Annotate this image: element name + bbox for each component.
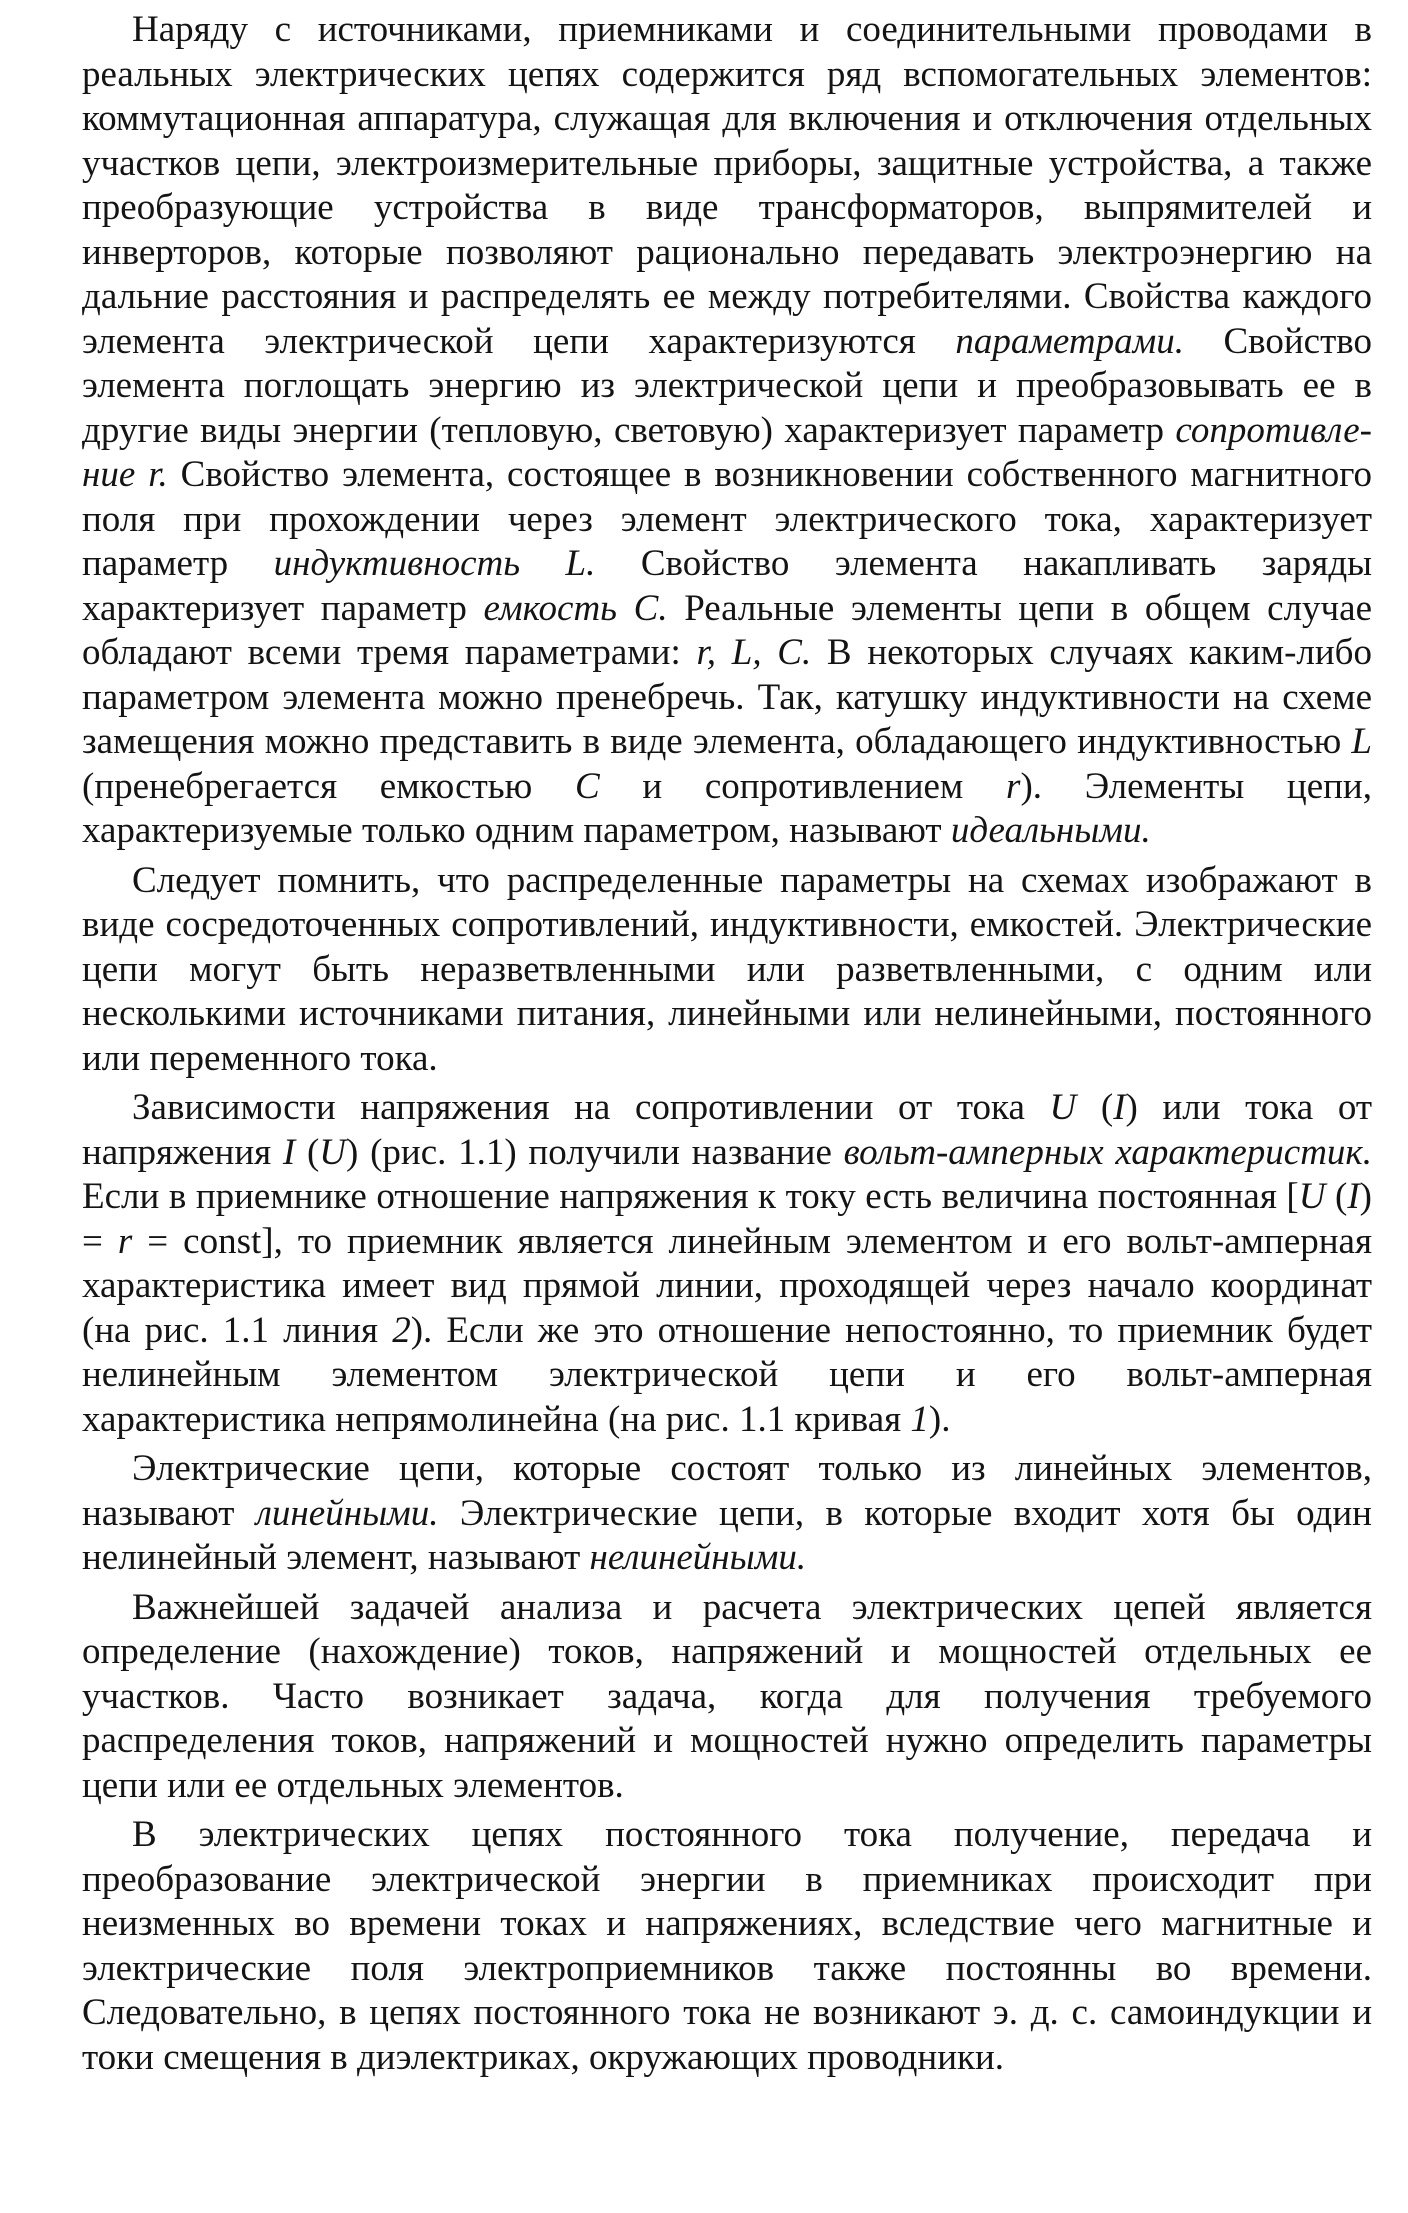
italic-term: нелинейными. xyxy=(589,1537,807,1578)
text-run: Свойство элемента поглощать энергию из электрической цепи и преобразовывать ее в другие виды энергии (тепловую, световую) характеризует параметр xyxy=(82,320,1372,451)
italic-term: r, L, C. xyxy=(696,632,812,673)
text-run: ( xyxy=(295,1131,320,1173)
italic-term: U xyxy=(1298,1176,1326,1217)
paragraph-3 xyxy=(82,1086,1372,1442)
italic-term: L xyxy=(1351,721,1372,762)
text-run: Зависимости напряжения на сопротивлении от тока xyxy=(132,1087,1050,1128)
italic-term: U xyxy=(1049,1087,1077,1128)
text-run: ) = xyxy=(82,1176,1372,1262)
text-run: ). xyxy=(928,1398,951,1440)
text-run: = const], то приемник является линейным элементом и его вольт-амперная характеристика имеет вид прямой линии, проходящей через начало координат (на рис. 1.1 линия xyxy=(82,1220,1373,1351)
text-run: В электрических цепях постоянного тока получение, передача и преобразование электрической энергии в приемниках происходит при неизменных во времени токах и напряжениях, вследствие чего магнитные и электрические поля электроприемников также постоянны во времени. Следовательно, в цепях постоянного тока не возникают э. д. с. самоиндукции и токи смещения в диэлектриках, окружающих проводники. xyxy=(82,1814,1372,2078)
italic-term: 1 xyxy=(910,1398,929,1440)
paragraph-2 xyxy=(82,859,1372,1082)
italic-term: r xyxy=(117,1220,133,1262)
text-run: Электрические цепи, которые состоят только из линейных элементов, называют xyxy=(82,1448,1372,1534)
italic-term: параметрами. xyxy=(955,320,1184,362)
paragraph-1 xyxy=(82,8,1372,854)
text-run: ( xyxy=(1076,1087,1114,1128)
text-run: и сопротивлением xyxy=(599,765,1007,807)
text-run: Свойство элемента, состоящее в возникновении собственного магнитного поля при прохождении через элемент электрического тока, характеризует параметр xyxy=(82,454,1372,584)
text-run: Наряду с источниками, приемниками и соединительными проводами в реальных электрических цепях содержится ряд вспомогательных элементов: коммутационная аппаратура, служащая для включения и отключения отдельных участков цепи, электроизмерительные приборы, защитные устройства, а также преобразующие устройства в виде трансформаторов, выпрямителей и инверторов, которые позволяют рационально передавать электроэнергию на дальние расстояния и распределять ее между потребителями. Свойства каждого элемента электрической цепи характеризуются xyxy=(82,9,1372,362)
italic-term: сопротивление r. xyxy=(82,409,1372,495)
text-run: ). Если же это отношение непостоянно, то приемник будет нелинейным элементом электрической цепи и его вольт-амперная характеристика непрямолинейна (на рис. 1.1 кривая xyxy=(82,1309,1372,1440)
italic-term: r xyxy=(1006,765,1021,807)
italic-term: I xyxy=(1113,1087,1126,1128)
text-run: Важнейшей задачей анализа и расчета электрических цепей является определение (нахождение) токов, напряжений и мощностей отдельных ее участков. Часто возникает задача, когда для получения требуемого распределения токов, напряжений и мощностей нужно определить параметры цепи или ее отдельных элементов. xyxy=(82,1586,1372,1806)
document-page xyxy=(82,8,1372,2198)
text-run: В некоторых случаях каким-либо параметром элемента можно пренебречь. Так, катушку индуктивности на схеме замещения можно представить в виде элемента, обладающего индуктивностью xyxy=(82,632,1372,762)
italic-term: I xyxy=(282,1131,296,1173)
paragraph-6 xyxy=(82,1813,1372,2080)
italic-term: U xyxy=(319,1131,347,1173)
italic-term: вольт-амперных характеристик. xyxy=(843,1131,1372,1173)
text-run: Реальные элементы цепи в общем случае обладают всеми тремя параметрами: xyxy=(82,587,1372,673)
text-run: Если в приемнике отношение напряжения к току есть величина постоянная [ xyxy=(82,1176,1299,1217)
italic-term: индуктивность L. xyxy=(273,543,596,584)
italic-term: C xyxy=(574,765,600,807)
paragraph-4 xyxy=(82,1447,1372,1581)
text-run: ) (рис. 1.1) получили название xyxy=(346,1131,844,1173)
text-run: ). Элементы цепи, характеризуемые только одним параметром, называют xyxy=(82,765,1372,851)
italic-term: линейными. xyxy=(255,1492,439,1534)
text-run: ( xyxy=(1325,1176,1348,1217)
italic-term: I xyxy=(1347,1176,1360,1217)
text-run: ) или тока от напряжения xyxy=(82,1087,1372,1173)
paragraph-5 xyxy=(82,1586,1372,1809)
text-run: (пренебрегается емкостью xyxy=(82,765,575,807)
italic-term: 2 xyxy=(392,1309,411,1351)
text-run: Следует помнить, что распределенные параметры на схемах изображают в виде сосредоточенных сопротивлений, индуктивности, емкостей. Электрические цепи могут быть неразветвленными или разветвленными, с одним или несколькими источниками питания, линейными или нелинейными, постоянного или переменного тока. xyxy=(82,859,1372,1079)
text-run: Электрические цепи, в которые входит хотя бы один нелинейный элемент, называют xyxy=(82,1492,1372,1578)
text-run: Свойство элемента накапливать заряды характеризует параметр xyxy=(82,543,1372,629)
italic-term: емкость C. xyxy=(483,587,668,629)
italic-term: идеальными. xyxy=(950,810,1151,851)
